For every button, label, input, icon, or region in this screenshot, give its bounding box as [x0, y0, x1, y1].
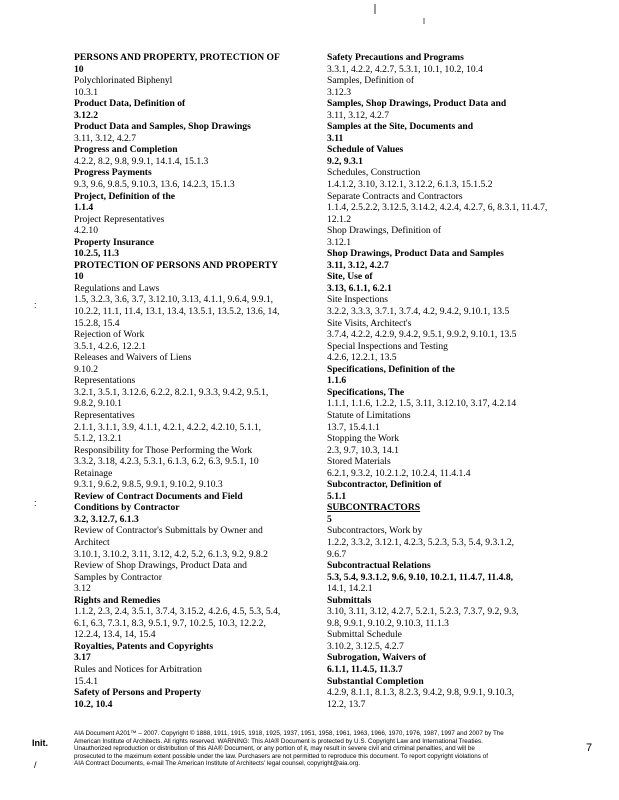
index-entry-line: 4.2.6, 12.2.1, 13.5: [327, 352, 397, 364]
index-entry-line: Shop Drawings, Definition of: [327, 225, 442, 237]
index-entry-line: 10.2.5, 11.3: [74, 248, 120, 260]
index-entry-line: 3.17: [74, 652, 91, 664]
index-entry-line: 9.3.1, 9.6.2, 9.8.5, 9.9.1, 9.10.2, 9.10.3: [74, 479, 223, 491]
index-entry-line: 9.8.2, 9.10.1: [74, 398, 122, 410]
index-entry-line: Regulations and Laws: [74, 282, 160, 294]
index-entry-line: 14.1, 14.2.1: [327, 583, 373, 595]
index-entry-line: Review of Contract Documents and Field: [74, 490, 243, 502]
index-entry-line: Representatives: [74, 409, 135, 421]
index-entry-line: 3.12.3: [327, 86, 351, 98]
scan-speck-mark-2: [422, 18, 426, 24]
index-entry-line: 3.12.1: [327, 236, 351, 248]
index-entry-line: 3.3.1, 4.2.2, 4.2.7, 5.3.1, 10.1, 10.2, 10.4: [327, 63, 483, 75]
index-entry-line: Stopping the Work: [327, 433, 400, 445]
index-entry-line: 12.1.2: [327, 213, 351, 225]
index-entry-line: Stored Materials: [327, 456, 391, 468]
index-entry-line: Shop Drawings, Product Data and Samples: [327, 248, 504, 260]
index-entry-line: 10: [74, 63, 84, 75]
index-entry-line: 1.1.4, 2.5.2.2, 3.12.5, 3.14.2, 4.2.4, 4.2.7, 6, 8.3.1, 11.4.7,: [327, 202, 548, 214]
index-entry-line: 2.1.1, 3.1.1, 3.9, 4.1.1, 4.2.1, 4.2.2, 4.2.10, 5.1.1,: [74, 421, 262, 433]
index-entry-line: Site, Use of: [327, 271, 373, 283]
index-entry-line: Specifications, Definition of the: [327, 363, 455, 375]
index-entry-line: 9.2, 9.3.1: [327, 155, 363, 167]
index-entry-line: 3.10, 3.11, 3.12, 4.2.7, 5.2.1, 5.2.3, 7.3.7, 9.2, 9.3,: [327, 606, 519, 618]
index-entry-line: 3.3.2, 3.18, 4.2.3, 5.3.1, 6.1.3, 6.2, 6.3, 9.5.1, 10: [74, 456, 259, 468]
index-entry-line: 1.1.2, 2.3, 2.4, 3.5.1, 3.7.4, 3.15.2, 4.2.6, 4.5, 5.3, 5.4,: [74, 606, 281, 618]
index-entry-line: Safety Precautions and Programs: [327, 52, 464, 63]
index-entry-line: Subrogation, Waivers of: [327, 652, 427, 664]
index-entry-line: Project Representatives: [74, 213, 165, 225]
index-entry-line: Statute of Limitations: [327, 409, 411, 421]
index-entry-line: PERSONS AND PROPERTY, PROTECTION OF: [74, 52, 280, 63]
margin-tick: :: [34, 498, 37, 508]
index-entry-line: 5.1.1: [327, 490, 347, 502]
index-entry-line: 3.11: [327, 132, 344, 144]
index-entry-line: 3.11, 3.12, 4.2.7: [74, 132, 137, 144]
index-entry-line: Samples at the Site, Documents and: [327, 121, 474, 133]
index-entry-line: 2.3, 9.7, 10.3, 14.1: [327, 444, 399, 456]
index-entry-line: Responsibility for Those Performing the Work: [74, 444, 253, 456]
index-entry-line: 3.7.4, 4.2.2, 4.2.9, 9.4.2, 9.5.1, 9.9.2, 9.10.1, 13.5: [327, 329, 517, 341]
index-entry-line: Samples, Shop Drawings, Product Data and: [327, 98, 507, 110]
index-entry-line: 3.11, 3.12, 4.2.7: [327, 109, 390, 121]
index-entry-line: 1.1.1, 1.1.6, 1.2.2, 1.5, 3.11, 3.12.10, 3.17, 4.2.14: [327, 398, 517, 410]
page-number: 7: [586, 742, 593, 754]
index-entry-line: Specifications, The: [327, 386, 405, 398]
index-entry-line: Safety of Persons and Property: [74, 687, 202, 699]
footer-line: American Institute of Architects. All rights reserved. WARNING: This AIA® Document is protected by U.S. Copyright Law and International Treaties.: [74, 737, 483, 745]
index-entry-line: 1.5, 3.2.3, 3.6, 3.7, 3.12.10, 3.13, 4.1.1, 9.6.4, 9.9.1,: [74, 294, 274, 306]
index-entry-line: 9.8, 9.9.1, 9.10.2, 9.10.3, 11.1.3: [327, 617, 449, 629]
index-entry-line: Rules and Notices for Arbitration: [74, 663, 202, 675]
index-column-right: [327, 52, 585, 710]
index-entry-line: Subcontractors, Work by: [327, 525, 423, 537]
index-entry-line: 1.2.2, 3.3.2, 3.12.1, 4.2.3, 5.2.3, 5.3, 5.4, 9.3.1.2,: [327, 536, 515, 548]
initials-mark: /: [34, 760, 37, 770]
index-entry-line: Product Data, Definition of: [74, 98, 186, 110]
index-entry-line: PROTECTION OF PERSONS AND PROPERTY: [74, 259, 278, 271]
index-entry-line: Retainage: [74, 467, 113, 479]
index-entry-line: Review of Contractor's Submittals by Owner and: [74, 525, 263, 537]
index-entry-line: 13.7, 15.4.1.1: [327, 421, 380, 433]
initials-label: Init.: [32, 738, 48, 748]
index-entry-line: Property Insurance: [74, 236, 155, 248]
index-entry-line: 10: [74, 271, 84, 283]
index-entry-line: Substantial Completion: [327, 675, 424, 687]
footer-line: Unauthorized reproduction or distribution of this AIA® Document, or any portion of it, may result in severe civil and criminal penalties, and will be: [74, 745, 475, 753]
index-entry-line: 10.3.1: [74, 86, 98, 98]
index-entry-line: 9.3, 9.6, 9.8.5, 9.10.3, 13.6, 14.2.3, 15.1.3: [74, 179, 235, 191]
index-entry-line: 3.13, 6.1.1, 6.2.1: [327, 282, 392, 294]
index-entry-line: 5.3, 5.4, 9.3.1.2, 9.6, 9.10, 10.2.1, 11.4.7, 11.4.8,: [327, 571, 514, 583]
index-column-left: [74, 52, 332, 710]
index-entry-line: 1.4.1.2, 3.10, 3.12.1, 3.12.2, 6.1.3, 15.1.5.2: [327, 179, 493, 191]
index-entry-line: 9.6.7: [327, 548, 347, 560]
index-entry-line: Project, Definition of the: [74, 190, 176, 202]
index-entry-line: 4.2.10: [74, 225, 98, 237]
index-entry-line: 6.1, 6.3, 7.3.1, 8.3, 9.5.1, 9.7, 10.2.5, 10.3, 12.2.2,: [74, 617, 266, 629]
index-entry-line: 3.5.1, 4.2.6, 12.2.1: [74, 340, 146, 352]
index-entry-line: Conditions by Contractor: [74, 502, 180, 514]
index-entry-line: Schedules, Construction: [327, 167, 421, 179]
index-entry-line: Subcontractor, Definition of: [327, 479, 442, 491]
index-entry-line: 3.11, 3.12, 4.2.7: [327, 259, 389, 271]
index-entry-line: Site Visits, Architect's: [327, 317, 412, 329]
index-entry-line: 12.2.4, 13.4, 14, 15.4: [74, 629, 156, 641]
index-entry-line: 1.1.4: [74, 202, 94, 214]
index-entry-line: Subcontractual Relations: [327, 560, 431, 572]
index-entry-line: SUBCONTRACTORS: [327, 502, 421, 514]
index-entry-line: 6.1.1, 11.4.5, 11.3.7: [327, 663, 403, 675]
index-entry-line: Progress Payments: [74, 167, 152, 179]
index-entry-line: 3.2.1, 3.5.1, 3.12.6, 6.2.2, 8.2.1, 9.3.3, 9.4.2, 9.5.1,: [74, 386, 269, 398]
index-entry-line: 4.2.2, 8.2, 9.8, 9.9.1, 14.1.4, 15.1.3: [74, 155, 209, 167]
index-entry-line: Royalties, Patents and Copyrights: [74, 640, 214, 652]
index-entry-line: 3.2, 3.12.7, 6.1.3: [74, 513, 139, 525]
index-entry-line: Polychlorinated Biphenyl: [74, 75, 173, 87]
index-entry-line: 15.2.8, 15.4: [74, 317, 120, 329]
index-entry-line: Releases and Waivers of Liens: [74, 352, 192, 364]
index-entry-line: Schedule of Values: [327, 144, 404, 156]
index-entry-line: 3.12.2: [74, 109, 98, 121]
scan-speck-mark: [372, 4, 378, 18]
index-entry-line: Samples, Definition of: [327, 75, 415, 87]
index-entry-line: 3.12: [74, 583, 91, 595]
index-entry-line: Architect: [74, 536, 110, 548]
index-entry-line: 3.10.2, 3.12.5, 4.2.7: [327, 640, 404, 652]
index-entry-line: 5: [327, 513, 332, 525]
index-entry-line: Review of Shop Drawings, Product Data and: [74, 560, 247, 572]
index-entry-line: 12.2, 13.7: [327, 698, 366, 710]
index-entry-line: Submittal Schedule: [327, 629, 402, 641]
copyright-footer: [74, 730, 564, 768]
index-entry-line: Rejection of Work: [74, 329, 145, 341]
index-entry-line: 6.2.1, 9.3.2, 10.2.1.2, 10.2.4, 11.4.1.4: [327, 467, 471, 479]
margin-tick: :: [34, 300, 37, 310]
index-entry-line: 9.10.2: [74, 363, 98, 375]
index-entry-line: 10.2, 10.4: [74, 698, 113, 710]
index-entry-line: Product Data and Samples, Shop Drawings: [74, 121, 251, 133]
index-entry-line: 15.4.1: [74, 675, 98, 687]
index-entry-line: Progress and Completion: [74, 144, 178, 156]
footer-line: AIA Contract Documents, e-mail The American Institute of Architects' legal counsel, copyright@aia.org.: [74, 760, 361, 768]
index-entry-line: Rights and Remedies: [74, 594, 161, 606]
footer-line: AIA Document A201™ – 2007. Copyright © 1888, 1911, 1915, 1918, 1925, 1937, 1951, 1958, 1961, 1963, 1966, 1970, 1976, 1987, 1997 and 2007 by The: [74, 730, 504, 737]
index-entry-line: Samples by Contractor: [74, 571, 162, 583]
index-entry-line: 10.2.2, 11.1, 11.4, 13.1, 13.4, 13.5.1, 13.5.2, 13.6, 14,: [74, 306, 280, 318]
index-entry-line: 1.1.6: [327, 375, 347, 387]
index-entry-line: 5.1.2, 13.2.1: [74, 433, 122, 445]
index-entry-line: Representations: [74, 375, 136, 387]
index-entry-line: 3.2.2, 3.3.3, 3.7.1, 3.7.4, 4.2, 9.4.2, 9.10.1, 13.5: [327, 306, 510, 318]
index-entry-line: 4.2.9, 8.1.1, 8.1.3, 8.2.3, 9.4.2, 9.8, 9.9.1, 9.10.3,: [327, 687, 515, 699]
index-entry-line: Special Inspections and Testing: [327, 340, 448, 352]
index-entry-line: Site Inspections: [327, 294, 389, 306]
index-entry-line: Submittals: [327, 594, 372, 606]
index-entry-line: 3.10.1, 3.10.2, 3.11, 3.12, 4.2, 5.2, 6.1.3, 9.2, 9.8.2: [74, 548, 268, 560]
footer-line: prosecuted to the maximum extent possible under the law. Purchasers are not permitted to reproduce this document. To report copyright violations of: [74, 752, 488, 760]
index-entry-line: Separate Contracts and Contractors: [327, 190, 463, 202]
